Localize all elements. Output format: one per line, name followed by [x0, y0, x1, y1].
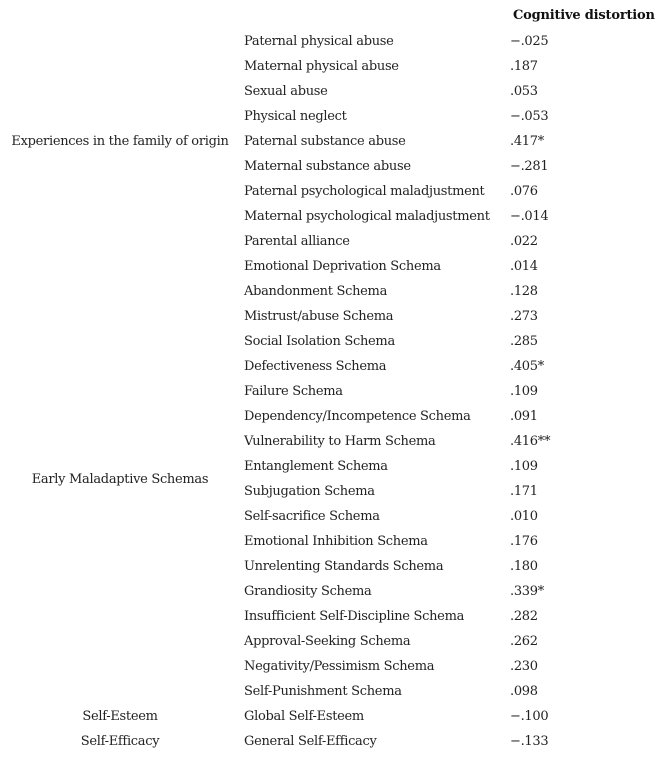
correlation-value: −.014 — [510, 209, 549, 224]
variable-label: Defectiveness Schema — [244, 359, 387, 374]
table-row — [0, 204, 662, 229]
correlation-value: −.133 — [510, 734, 549, 749]
variable-label: Social Isolation Schema — [244, 334, 395, 349]
correlation-value: .010 — [510, 509, 538, 524]
correlation-value: .180 — [510, 559, 538, 574]
table-row — [0, 429, 662, 454]
group-label: Early Maladaptive Schemas — [31, 471, 209, 487]
variable-label: Paternal psychological maladjustment — [244, 184, 485, 199]
variable-label: General Self-Efficacy — [244, 734, 377, 749]
table-row — [0, 529, 662, 554]
table-row — [0, 179, 662, 204]
correlation-value: .128 — [510, 284, 538, 299]
correlation-value: .273 — [510, 309, 538, 324]
table-row — [0, 629, 662, 654]
table-row — [0, 504, 662, 529]
table-row — [0, 404, 662, 429]
table-row — [0, 279, 662, 304]
table-row — [0, 29, 662, 54]
correlation-value: .171 — [510, 484, 538, 499]
table-row — [0, 679, 662, 704]
correlation-value: .022 — [510, 234, 538, 249]
table-row — [0, 79, 662, 104]
variable-label: Subjugation Schema — [244, 484, 375, 499]
table-row — [0, 254, 662, 279]
correlation-value: .416** — [510, 434, 551, 449]
variable-label: Sexual abuse — [244, 84, 328, 99]
variable-label: Negativity/Pessimism Schema — [244, 659, 435, 674]
correlation-value: −.100 — [510, 709, 549, 724]
table-row — [0, 379, 662, 404]
variable-label: Self-Punishment Schema — [244, 684, 402, 699]
correlation-value: −.053 — [510, 109, 549, 124]
variable-label: Approval-Seeking Schema — [244, 634, 411, 649]
variable-label: Dependency/Incompetence Schema — [244, 409, 471, 424]
variable-label: Insufficient Self-Discipline Schema — [244, 609, 465, 624]
variable-label: Vulnerability to Harm Schema — [244, 434, 436, 449]
variable-label: Paternal substance abuse — [244, 134, 406, 149]
correlation-value: .285 — [510, 334, 538, 349]
variable-label: Self-sacrifice Schema — [244, 509, 380, 524]
table-row — [0, 304, 662, 329]
variable-label: Physical neglect — [244, 109, 347, 124]
correlation-value: .282 — [510, 609, 538, 624]
group-label: Self-Esteem — [82, 709, 158, 724]
correlation-value: .339* — [510, 584, 544, 599]
variable-label: Maternal substance abuse — [244, 159, 411, 174]
variable-label: Entanglement Schema — [244, 459, 388, 474]
table-row — [0, 104, 662, 129]
correlation-value: .187 — [510, 59, 538, 74]
variable-label: Emotional Inhibition Schema — [244, 534, 428, 549]
correlation-value: −.281 — [510, 159, 549, 174]
variable-label: Abandonment Schema — [244, 284, 388, 299]
correlation-value: .076 — [510, 184, 538, 199]
variable-label: Global Self-Esteem — [244, 709, 364, 724]
correlation-value: .014 — [510, 259, 538, 274]
table-row — [0, 229, 662, 254]
correlation-value: .176 — [510, 534, 538, 549]
correlation-value: .091 — [510, 409, 538, 424]
table-row — [0, 654, 662, 679]
correlation-value: .098 — [510, 684, 538, 699]
correlation-value: .053 — [510, 84, 538, 99]
variable-label: Maternal psychological maladjustment — [244, 209, 490, 224]
table-row — [0, 554, 662, 579]
correlation-value: .417* — [510, 134, 544, 149]
variable-label: Grandiosity Schema — [244, 584, 372, 599]
table-row — [0, 329, 662, 354]
table-row — [0, 154, 662, 179]
variable-label: Unrelenting Standards Schema — [244, 559, 444, 574]
column-header-cognitive-distortion: Cognitive distortion — [513, 8, 655, 23]
correlation-value: .109 — [510, 384, 538, 399]
variable-label: Parental alliance — [244, 234, 350, 249]
correlation-value: .230 — [510, 659, 538, 674]
correlation-value: −.025 — [510, 34, 549, 49]
table-row — [0, 54, 662, 79]
variable-label: Failure Schema — [244, 384, 343, 399]
table-row — [0, 354, 662, 379]
correlation-value: .109 — [510, 459, 538, 474]
group-label: Experiences in the family of origin — [11, 134, 229, 149]
variable-label: Paternal physical abuse — [244, 34, 394, 49]
correlation-value: .405* — [510, 359, 544, 374]
variable-label: Maternal physical abuse — [244, 59, 399, 74]
correlation-value: .262 — [510, 634, 538, 649]
table-row — [0, 579, 662, 604]
group-label: Self-Efficacy — [80, 734, 160, 749]
table-row — [0, 604, 662, 629]
variable-label: Mistrust/abuse Schema — [244, 309, 394, 324]
variable-label: Emotional Deprivation Schema — [244, 259, 441, 274]
